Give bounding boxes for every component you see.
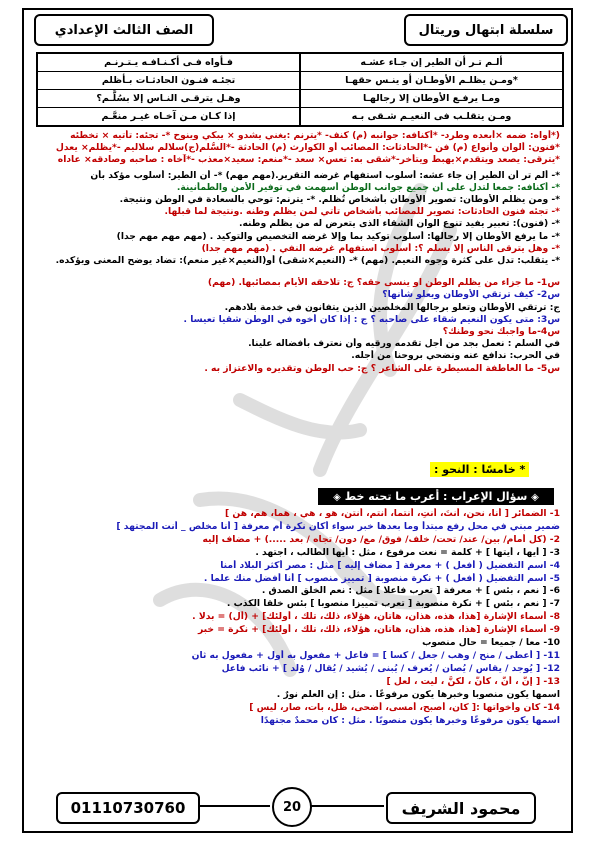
poem-verse-left: إذا كـان مـن آخـاه غيـر منعَّـم xyxy=(101,111,236,122)
grammar-rule: 14- كان وأخواتها :[ كان، أصبح، أمسى، أضحى، ظل، بات، صار، ليس ] xyxy=(249,701,560,713)
qa-line: ج: ترتقي الأوطان وتعلو برجالها المخلصين الذين يتفانون في خدمة بلادهم. xyxy=(224,301,560,313)
question-banner-label: سؤال الإعراب : أعرب ما تحته خط xyxy=(344,490,528,503)
qa-line: س3: متى يكون النعيم شقاء على صاحبه ؟ ج : إذا كان أخوه في الوطن شقيا تعيسا . xyxy=(183,313,560,325)
poem-row xyxy=(38,72,562,90)
note-line: *- يتقلب: تدل على كثرة وجوه النعيم. (مهم) *- (النعيم×شقى) أو(النعيم×غير منعم): تضاد يوضح المعنى ويؤكده. xyxy=(55,255,560,267)
poem-row xyxy=(38,108,562,125)
grammar-rule: 13- [ إنَّ ، أنَّ ، كأنَّ ، لكنَّ ، ليت ، لعل ] xyxy=(386,675,560,687)
vocab-line: *يترقى: يصعد ويتقدم×يهبط ويتأخر-*شقى به: تعس× سعد -*منعم: سعيد×معذب -*آخاه : صاحبه وصادقه× عاداه xyxy=(57,154,560,166)
ornament-icon: ◈ xyxy=(333,492,341,503)
grammar-rule: 7- [ نعم ، بئس ] + نكرة منصوبة [ تعرب تمييزا منصوبا ] بئس خلقا الكذب . xyxy=(226,598,560,610)
grammar-rule: 9- أسماء الإشارة [هذا، هذه، هذان، هاتان، هؤلاء، ذلك، تلك ، أولئك] + نكرة = خبر xyxy=(197,624,560,636)
qa-line: س5- ما العاطفة المسيطرة على الشاعر ؟ ج: حب الوطن وتقديره والاعتزاز به . xyxy=(204,362,560,374)
note-line: *- (فنون): تعبير يفيد تنوع الوان الشقاء الذى يتعرض له من يظلم وطنه. xyxy=(238,218,560,230)
grammar-rule: 11- [ أعطى / منح / وهب / جعل / كسا ] = فاعل + مفعول به أول + مفعول به ثان xyxy=(191,649,560,661)
note-line: *- ومن يظلم الأوطان: تصوير الأوطان بأشخاص تُظلم. *- يترنم: توحي بالسعادة في الوطن ونتيجة. xyxy=(119,194,560,206)
poem-verse-right: *ومـن يظلـم الأوطـان أو ينـس حقهـا xyxy=(299,72,562,89)
poem-verse-left: وهـل يترقـى النـاس إلا بسُلَّـم؟ xyxy=(96,93,241,104)
poem-verse-right: ومـا يرفـع الأوطان إلا رجالهـا xyxy=(299,90,562,107)
poem-verse-left: تجئـه فنـون الحادثـات بـأظلم xyxy=(101,75,236,86)
note-line: *- تجئه فنون الحادثات: تصوير للمصائب بأشخاص تأتي لمن يظلم وطنه .ونتيجة لما قبلها. xyxy=(164,206,560,218)
qa-line: في السلم : نعمل بجد من أجل تقدمه ورقيه وأن نعترف بأفضاله علينا. xyxy=(248,338,560,350)
qa-line: في الحرب: ندافع عنه ونضحي بروحنا من أجله. xyxy=(351,350,560,362)
note-line: *- ألم تر أن الطير إن جاء عشه: أسلوب استفهام غرضه التقرير.(مهم مهم) *- أن الطير: أسلوب مؤكد بأن xyxy=(90,169,560,181)
lesson-content xyxy=(34,130,560,375)
poem-verse-right: ومـن يتقلـب فى النعيـم شـقى بـه xyxy=(299,108,562,125)
grammar-rule: 12- [ يُوجد / يقاس / يُصان / يُعرف / يُبنى / يُشيد / يُقال / وُلد ] + نائب فاعل xyxy=(221,662,560,674)
phone-number: 01110730760 xyxy=(70,799,186,817)
note-line: *- وهل يترقى الناس إلا بسلم ؟: أسلوب استفهام غرضه النفي . (مهم مهم جدا) xyxy=(201,242,560,254)
vocab-line: *فنون: ألوان وأنواع (م) فن -*الحادثات: المصائب أو الكوارث (م) الحادثة -*السُّلم(ج)سلالم سلاليم -*يظلم× يعدل xyxy=(55,142,560,154)
grammar-rule: 1- الضمائر [ أنا، نحن، أنتَ، أنتِ، أنتما، أنتم، أنتن، هو ، هي ، هما، هم، هن ] xyxy=(225,508,560,519)
grammar-rule: 10- معا / جميعا = حال منصوب xyxy=(422,637,560,649)
poem-table xyxy=(36,52,564,127)
ornament-icon: ◈ xyxy=(531,492,539,503)
grade-label: الصف الثالث الإعدادي xyxy=(54,22,194,38)
grammar-rule: 5- اسم التفضيل ( أفعل ) + نكرة منصوبة [ تمييز منصوب ] أنا أفضل منك علما . xyxy=(203,572,560,584)
grammar-rule: 2- (كل أمام/ بين/ عند/ تحت/ خلف/ فوق/ مع/ دون/ تجاه / بعد .....) + مضاف إليه xyxy=(202,533,560,545)
note-line: *- أكنافه: جمعا لتدل على أن جميع جوانب الوطن أسهمت في توفير الأمن والطمأنينة. xyxy=(176,181,560,193)
grammar-rule: اسمها يكون مرفوعًا وخبرها يكون منصوبًا . مثل : كان محمدٌ مجتهدًا xyxy=(260,714,560,726)
page-number: 20 xyxy=(282,799,302,815)
footer-divider xyxy=(198,805,270,807)
grammar-rule: ضمير مبني في محل رفع مبتدأ وما بعدها خبر سواء أكان نكرة أم معرفة [ أنا مخلص _ أنت المجتهد ] xyxy=(116,520,560,532)
note-line: *- ما يرفع الأوطان إلا رجالها: أسلوب توكيد بما وإلا غرضه التخصيص والتوكيد . (مهم مهم مهم جدا) xyxy=(116,230,560,242)
poem-verse-right: ألـم تـر أن الطير إن جـاء عشـه xyxy=(299,54,562,71)
grade-box xyxy=(34,14,214,46)
page-number-badge xyxy=(272,787,312,827)
qa-line: س1- ما جزاء من يظلم الوطن او ينسى حقه؟ ج: تلاحقه الأيام بمصائبها. (مهم) xyxy=(207,277,560,289)
grammar-rule: اسمها يكون منصوبا وخبرها يكون مرفوعًا . مثل : إن العلم نورٌ . xyxy=(276,688,560,700)
poem-row xyxy=(38,54,562,72)
qa-line: س2- كيف ترتقي الأوطان ويعلو شأنها؟ xyxy=(382,289,560,301)
question-banner xyxy=(318,488,554,505)
grammar-rule: 6- [ نعم ، بئس ] + معرفة [ تعرب فاعلا ] مثل : نعم الخلق الصدق . xyxy=(261,585,560,597)
series-title: سلسلة ابتهال وريتال xyxy=(418,22,554,38)
poem-verse-left: فـأواه فـى أكـنـافـه يـتـرنـم xyxy=(104,57,233,68)
grammar-rule: 3- [ أيها ، أيتها ] + كلمة = نعت مرفوع ، مثل : أيها الطالب ، اجتهد . xyxy=(255,546,560,558)
vocab-line: (*أواه: ضمه ×أبعده وطرد- *أكنافه: جوانبه (م) كنف- *يترنم :يغني يشدو × يبكي وينوح *- تجئه: تأتيه × تخطئه xyxy=(70,130,560,141)
poem-row xyxy=(38,90,562,108)
grammar-rule: 4- اسم التفضيل ( أفعل ) + معرفة [ مضاف إليه ] مثل : مصر أكثر البلاد أمنا xyxy=(220,559,560,571)
series-title-box xyxy=(404,14,568,46)
grammar-rules xyxy=(34,508,560,727)
grammar-section-title: * خامسًا : النحو : xyxy=(430,462,529,477)
phone-box xyxy=(56,792,200,824)
qa-line: س4-ما واجبك نحو وطنك؟ xyxy=(442,326,560,338)
author-box xyxy=(386,792,536,824)
grammar-rule: 8- أسماء الإشارة [هذا، هذه، هذان، هاتان، هؤلاء، ذلك، تلك ، أولئك] + (أل) = بدلا . xyxy=(192,611,560,623)
footer-divider xyxy=(310,805,384,807)
author-name: محمود الشريف xyxy=(401,798,521,818)
